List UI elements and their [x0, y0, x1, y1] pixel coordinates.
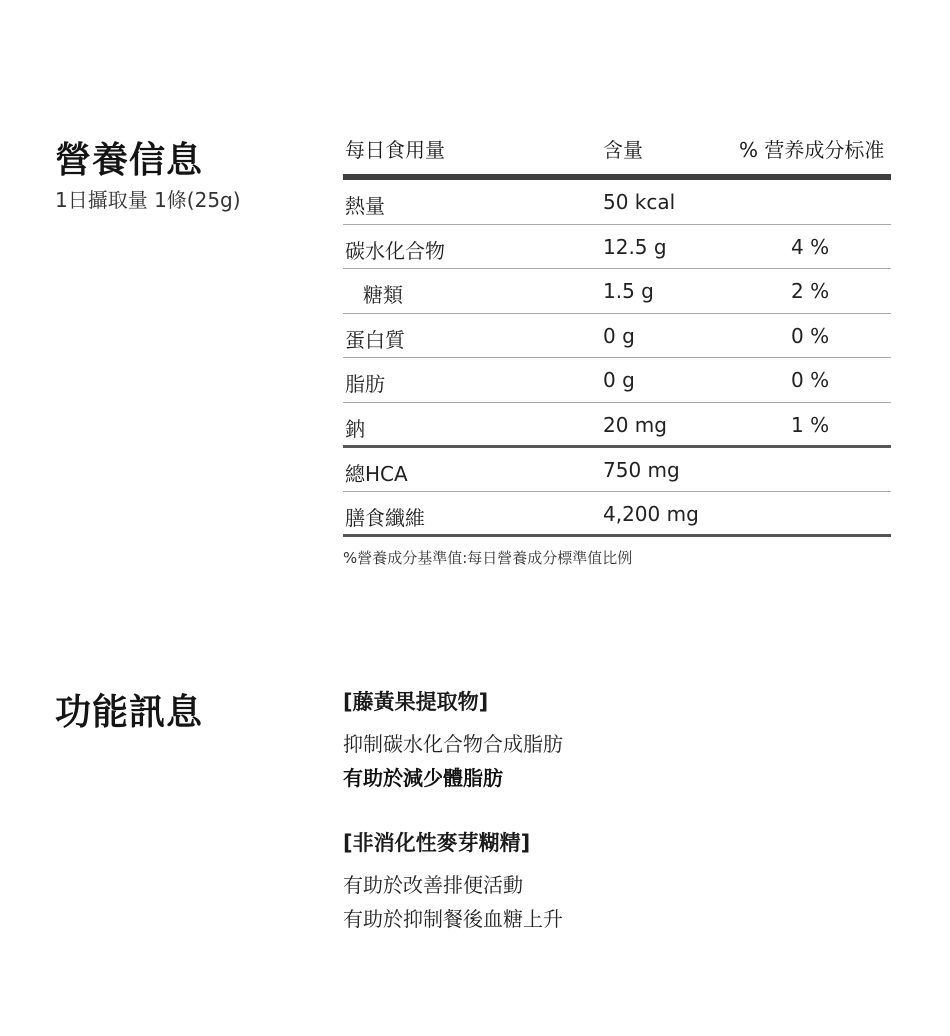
- table-header: [343, 128, 891, 174]
- row-percent: 0 %: [791, 323, 830, 348]
- table-row: [343, 314, 891, 359]
- function-group: [343, 827, 530, 857]
- row-amount: 0 g: [603, 323, 635, 348]
- header-amount: 含量: [603, 138, 643, 162]
- nutrition-table: [343, 128, 891, 537]
- function-title: 功能訊息: [55, 692, 204, 733]
- row-item: 碳水化合物: [345, 238, 445, 263]
- row-item: 蛋白質: [345, 327, 405, 352]
- function-group-heading: [非消化性麥芽糊精]: [343, 831, 531, 855]
- function-line: 有助於改善排便活動: [343, 873, 523, 897]
- row-amount: 12.5 g: [603, 234, 667, 259]
- table-row: [343, 180, 891, 225]
- row-item: 總HCA: [345, 461, 408, 486]
- row-item: 脂肪: [345, 372, 385, 396]
- table-row: [343, 269, 891, 314]
- row-item: 膳食纖維: [345, 506, 425, 530]
- row-item: 熱量: [345, 194, 385, 218]
- row-amount: 50 kcal: [603, 190, 676, 214]
- row-amount: 20 mg: [603, 412, 667, 437]
- table-row: [343, 358, 891, 403]
- row-percent: 4 %: [791, 234, 830, 259]
- function-group: [343, 686, 488, 716]
- row-percent: 1 %: [791, 412, 830, 437]
- table-row: [343, 403, 891, 448]
- table-row: [343, 492, 891, 537]
- row-item: 糖類: [363, 283, 403, 307]
- function-line: 有助於減少體脂肪: [343, 766, 503, 790]
- row-percent: 0 %: [791, 368, 830, 392]
- row-amount: 1.5 g: [603, 279, 654, 303]
- nutrition-title: 營養信息: [55, 140, 204, 181]
- function-line: 抑制碳水化合物合成脂肪: [343, 732, 563, 756]
- row-amount: 750 mg: [603, 457, 680, 482]
- nutrition-subtitle: 1日攝取量 1條(25g): [55, 188, 241, 212]
- row-percent: 2 %: [791, 279, 830, 303]
- header-item: 每日食用量: [345, 138, 445, 162]
- nutrition-footnote: %營養成分基準值:每日營養成分標準值比例: [343, 549, 633, 567]
- table-row: [343, 225, 891, 270]
- table-row: [343, 448, 891, 493]
- row-amount: 4,200 mg: [603, 502, 699, 526]
- row-item: 鈉: [345, 416, 365, 441]
- header-percent: % 营养成分标准: [739, 138, 885, 162]
- function-line: 有助於抑制餐後血糖上升: [343, 907, 563, 931]
- row-amount: 0 g: [603, 368, 635, 392]
- function-group-heading: [藤黃果提取物]: [343, 690, 489, 714]
